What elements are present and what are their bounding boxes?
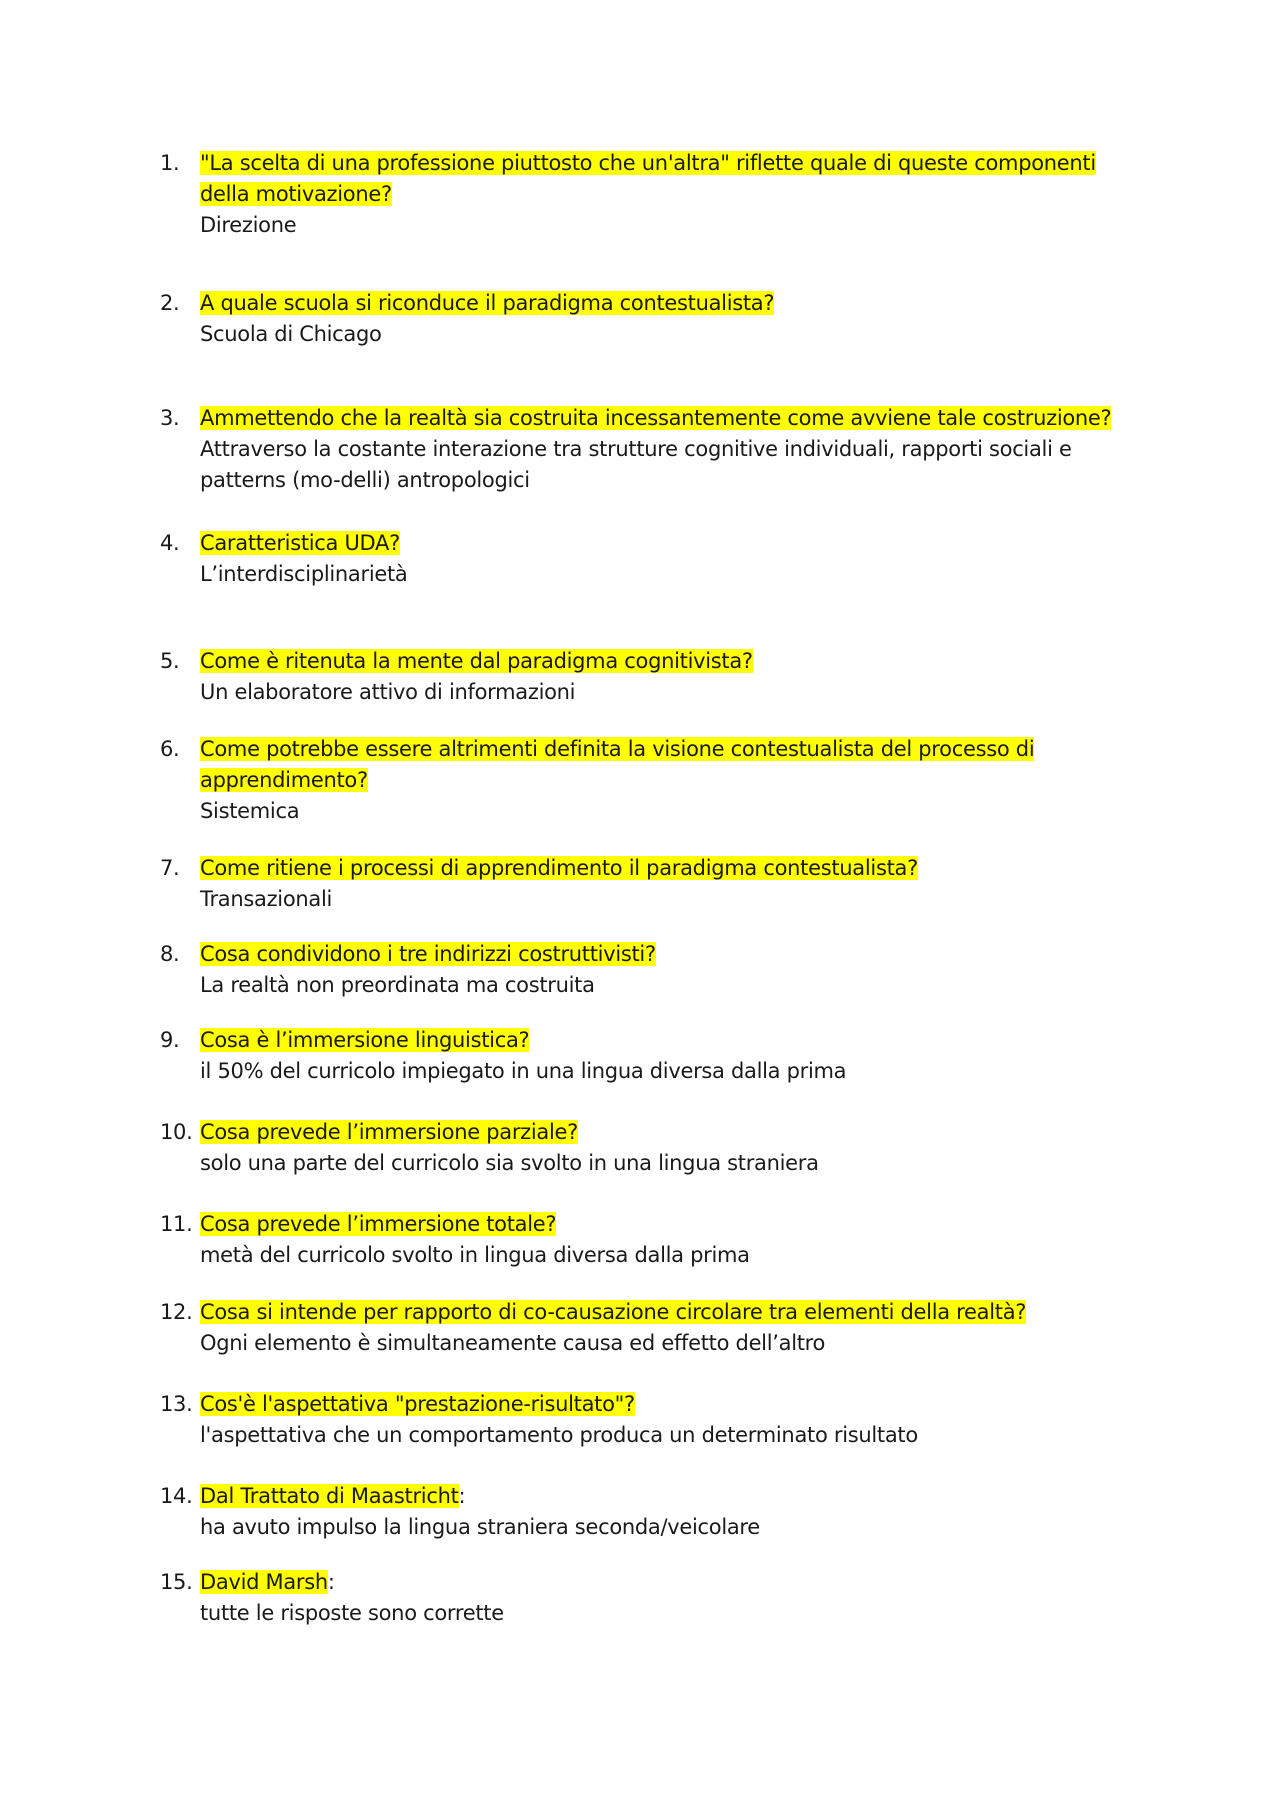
list-item [160,1389,1150,1451]
question [200,853,1150,884]
item-number: 7. [160,856,180,880]
item-number: 10. [160,1120,193,1144]
question-text: Cosa è l’immersione linguistica? [200,1028,530,1052]
answer: metà del curricolo svolto in lingua diversa dalla prima [200,1243,750,1267]
question [200,288,1150,319]
question-text: Cosa si intende per rapporto di co-causazione circolare tra elementi della realtà? [200,1300,1027,1324]
answer: tutte le risposte sono corrette [200,1601,504,1625]
list-item [160,734,1150,827]
answer: solo una parte del curricolo sia svolto in una lingua straniera [200,1151,819,1175]
answer: Attraverso la costante interazione tra strutture cognitive individuali, rapporti sociali e patterns (mo-delli) antropologici [200,437,1072,492]
question [200,734,1150,796]
item-number: 9. [160,1028,180,1052]
answer: Sistemica [200,799,300,823]
question-text: "La scelta di una professione piuttosto che un'altra" riflette quale di queste componenti della motivazione? [200,151,1096,206]
list-item [160,403,1150,496]
question [200,1389,1150,1420]
question [200,1297,1150,1328]
question-text: Come potrebbe essere altrimenti definita la visione contestualista del processo di apprendimento? [200,737,1035,792]
question [200,148,1150,210]
answer: ha avuto impulso la lingua straniera seconda/veicolare [200,1515,760,1539]
item-number: 5. [160,649,180,673]
question [200,1567,1150,1598]
item-number: 11. [160,1212,193,1236]
list-item [160,646,1150,708]
question [200,528,1150,559]
item-number: 6. [160,737,180,761]
item-number: 13. [160,1392,193,1416]
answer: Transazionali [200,887,333,911]
question-suffix: : [327,1570,335,1594]
question [200,1209,1150,1240]
list-item [160,939,1150,1001]
item-number: 14. [160,1484,193,1508]
question [200,1117,1150,1148]
question [200,1481,1150,1512]
question-text: Caratteristica UDA? [200,531,400,555]
item-number: 15. [160,1570,193,1594]
item-number: 8. [160,942,180,966]
list-item [160,1025,1150,1087]
question-text: Cosa prevede l’immersione totale? [200,1212,557,1236]
list-item [160,1567,1150,1629]
question-text: A quale scuola si riconduce il paradigma contestualista? [200,291,775,315]
question-text: Cosa condividono i tre indirizzi costruttivisti? [200,942,656,966]
answer: Ogni elemento è simultaneamente causa ed effetto dell’altro [200,1331,826,1355]
question [200,403,1150,434]
list-item [160,1297,1150,1359]
list-item [160,853,1150,915]
list-item [160,288,1150,350]
question [200,1025,1150,1056]
list-item [160,1481,1150,1543]
list-item [160,1209,1150,1271]
item-number: 12. [160,1300,193,1324]
item-number: 3. [160,406,180,430]
question [200,939,1150,970]
list-item [160,1117,1150,1179]
qa-list [160,148,1150,1629]
question-text: Come è ritenuta la mente dal paradigma cognitivista? [200,649,753,673]
question-text: Come ritiene i processi di apprendimento il paradigma contestualista? [200,856,918,880]
answer: L’interdisciplinarietà [200,562,408,586]
question-text: Dal Trattato di Maastricht [200,1484,459,1508]
question-text: Cos'è l'aspettativa "prestazione-risultato"? [200,1392,635,1416]
question [200,646,1150,677]
answer: La realtà non preordinata ma costruita [200,973,595,997]
answer: il 50% del curricolo impiegato in una lingua diversa dalla prima [200,1059,847,1083]
question-suffix: : [458,1484,466,1508]
answer: Un elaboratore attivo di informazioni [200,680,576,704]
question-text: Cosa prevede l’immersione parziale? [200,1120,578,1144]
question-text: David Marsh [200,1570,328,1594]
list-item [160,528,1150,590]
item-number: 1. [160,151,180,175]
item-number: 4. [160,531,180,555]
item-number: 2. [160,291,180,315]
answer: Direzione [200,213,297,237]
answer: l'aspettativa che un comportamento produca un determinato risultato [200,1423,918,1447]
answer: Scuola di Chicago [200,322,382,346]
list-item [160,148,1150,241]
question-text: Ammettendo che la realtà sia costruita incessantemente come avviene tale costruzione? [200,406,1112,430]
